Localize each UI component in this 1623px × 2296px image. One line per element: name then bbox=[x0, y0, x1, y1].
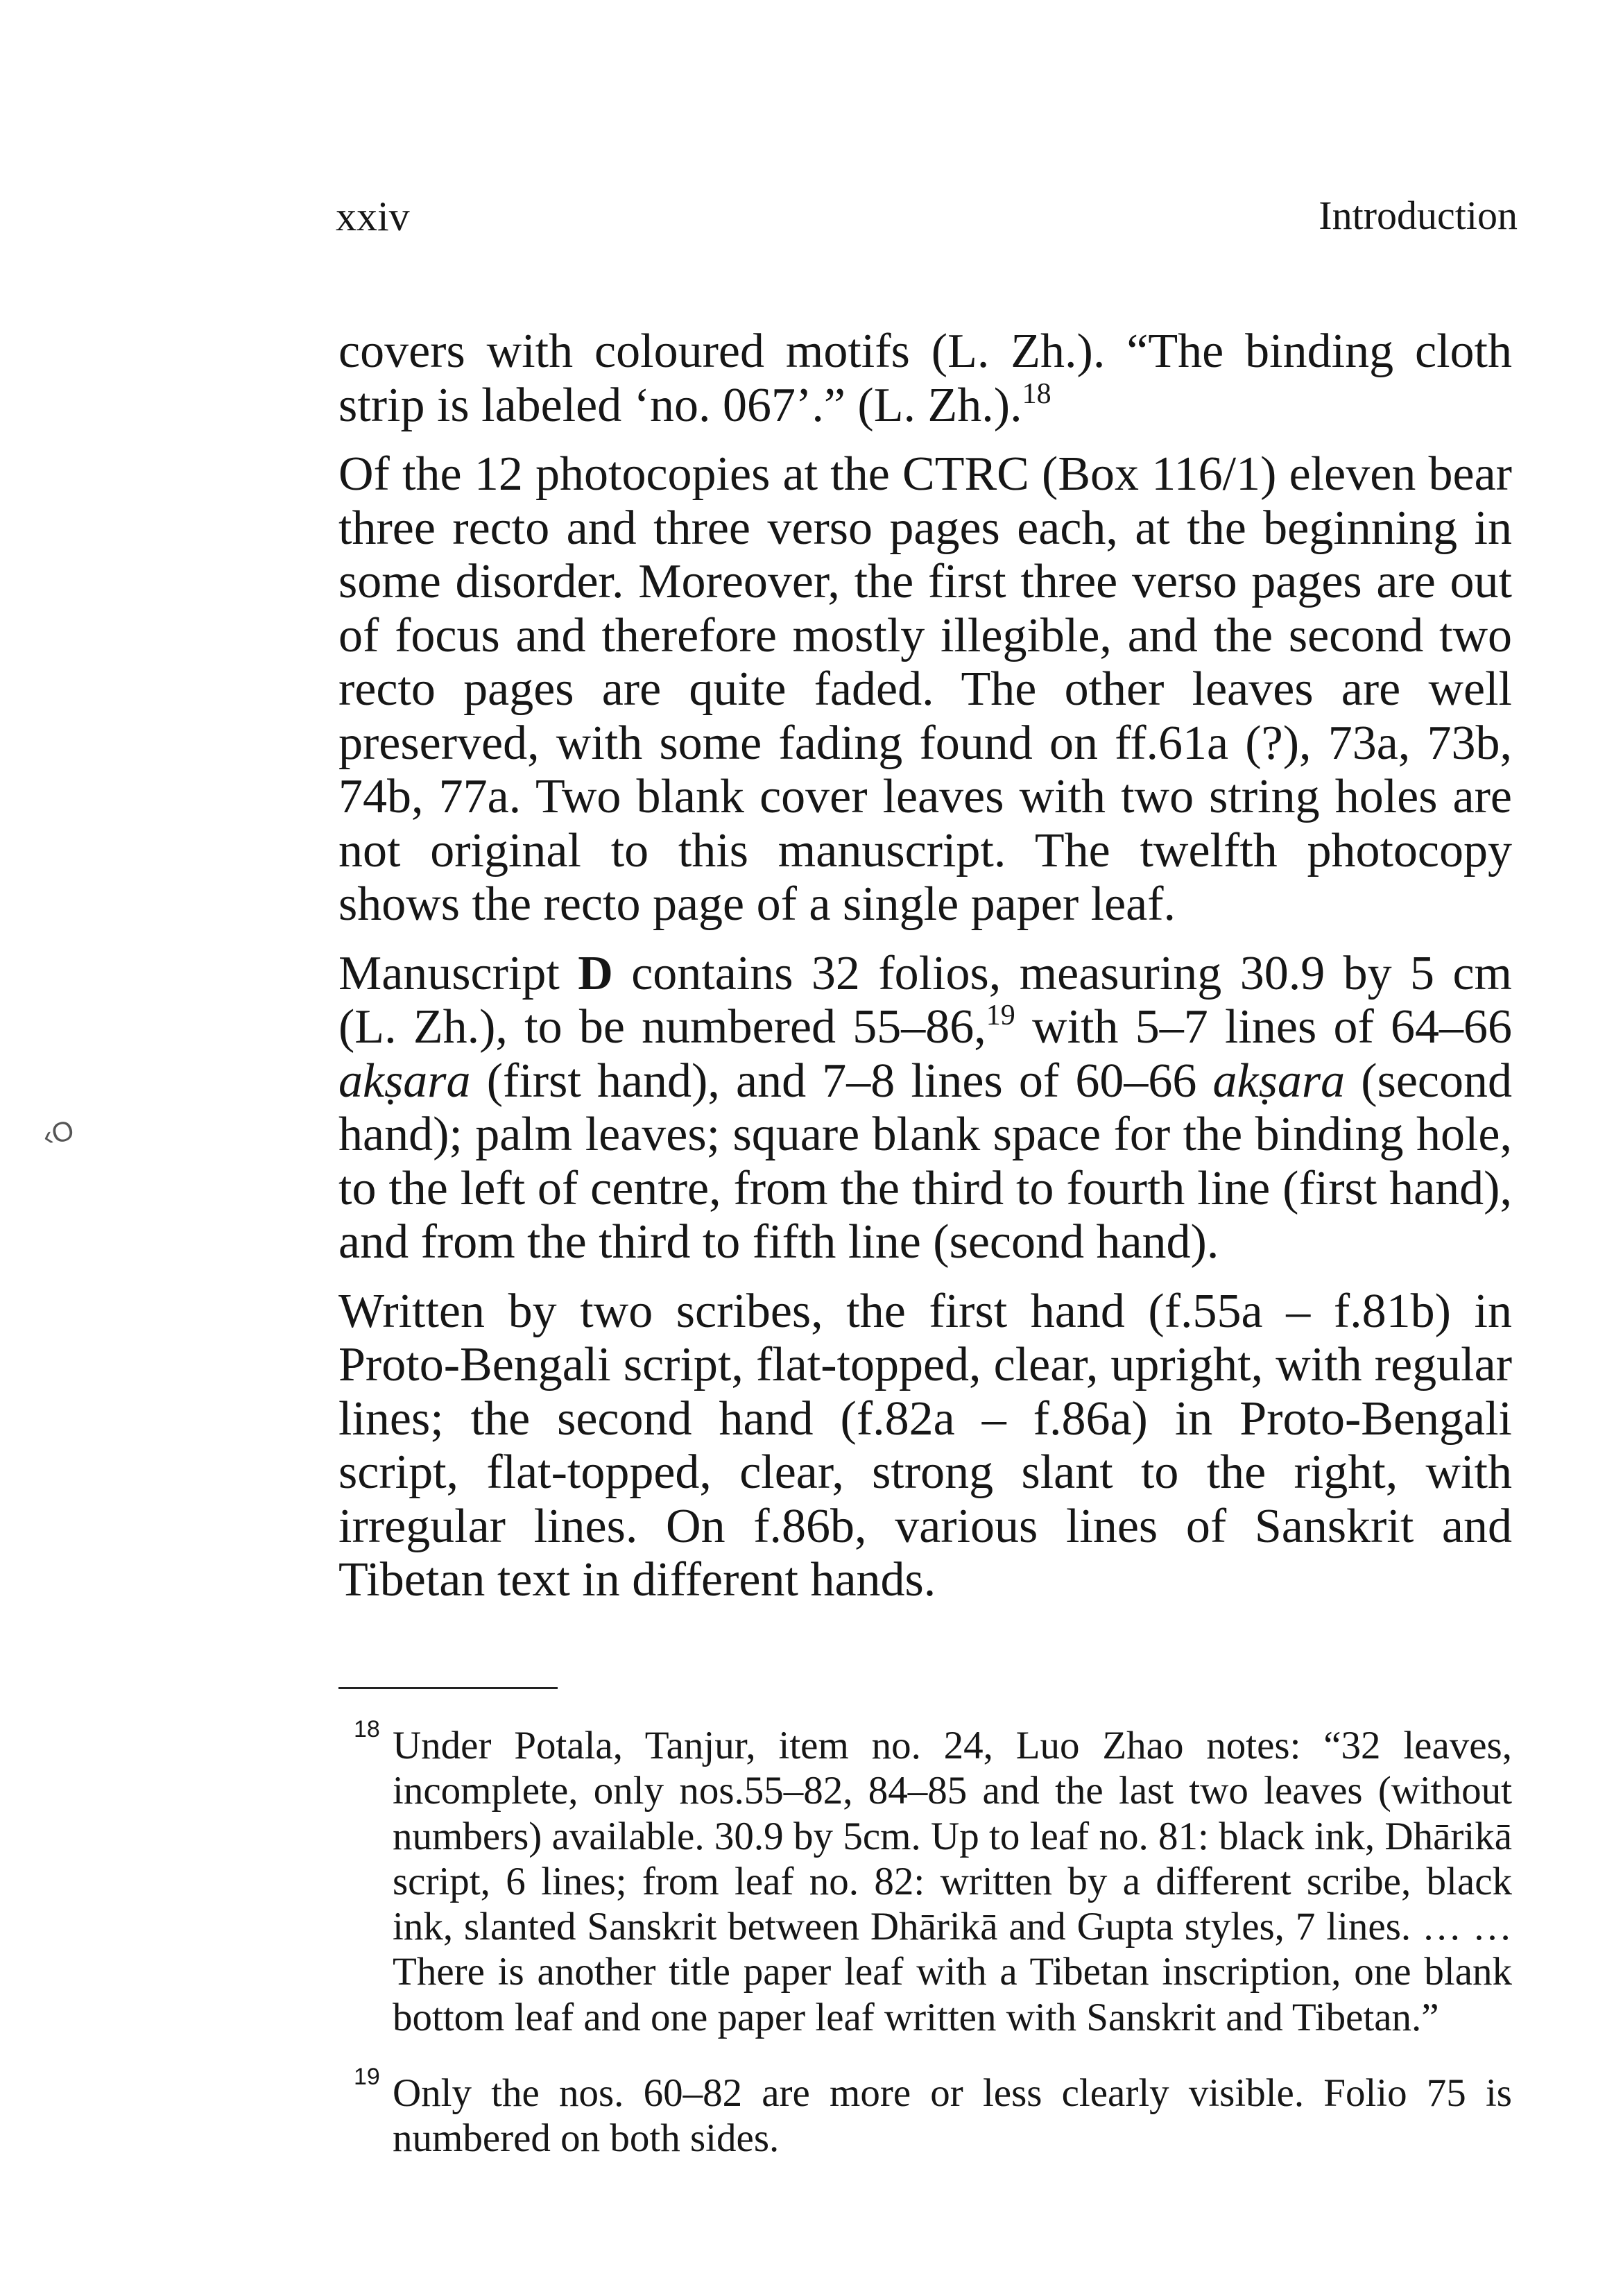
running-head: Introduction bbox=[1319, 193, 1518, 238]
paragraph-1 bbox=[338, 325, 1512, 432]
footnote-18 bbox=[338, 1716, 1512, 2040]
page-number: xxiv bbox=[336, 194, 410, 239]
footnote-19 bbox=[338, 2064, 1512, 2161]
body-text bbox=[338, 325, 1512, 1622]
footnote-divider bbox=[338, 1687, 558, 1689]
aksara-term: akṣara bbox=[1212, 1054, 1346, 1108]
paragraph-1-text: covers with coloured motifs (L. Zh.). “The binding cloth strip is labeled ‘no. 067’.” (L. Zh.). bbox=[338, 325, 1512, 432]
footnote-text: Only the nos. 60–82 are more or less clearly visible. Folio 75 is numbered on both sides. bbox=[393, 2071, 1512, 2161]
paragraph-3-text-c: with 5–7 lines of 64–66 bbox=[1015, 1000, 1512, 1054]
footnote-ref-18[interactable]: 18 bbox=[1022, 377, 1051, 410]
aksara-term: akṣara bbox=[338, 1054, 471, 1108]
margin-annotation: ‹O bbox=[39, 1115, 78, 1153]
footnote-number: 19 bbox=[354, 2064, 380, 2091]
footnote-number: 18 bbox=[354, 1716, 380, 1742]
footnote-text: Under Potala, Tanjur, item no. 24, Luo Zhao notes: “32 leaves, incomplete, only nos.55–82, 84–85 and the last two leaves (without numbers) available. 30.9 by 5cm. Up to leaf no. 81: black ink, Dhārikā script, 6 lines; from leaf no. 82: written by a different scribe, black ink, slanted Sanskrit between Dhārikā and Gupta styles, 7 lines. … … There is another title paper leaf with a Tibetan inscription, one blank bottom leaf and one paper leaf written with Sanskrit and Tibetan.” bbox=[393, 1724, 1512, 2039]
footnote-ref-19[interactable]: 19 bbox=[986, 999, 1015, 1031]
footnotes bbox=[338, 1716, 1512, 2192]
paragraph-4: Written by two scribes, the first hand (f.55a – f.81b) in Proto-Bengali script, flat-topped, clear, upright, with regular lines; the second hand (f.82a – f.86a) in Proto-Bengali script, flat-topped, clear, strong slant to the right, with irregular lines. On f.86b, various lines of Sanskrit and Tibetan text in different hands. bbox=[338, 1284, 1512, 1607]
paragraph-2: Of the 12 photocopies at the CTRC (Box 116/1) eleven bear three recto and three verso pages each, at the beginning in some disorder. Moreover, the first three verso pages are out of focus and therefore mostly illegible, and the second two recto pages are quite faded. The other leaves are well preserved, with some fading found on ff.61a (?), 73a, 73b, 74b, 77a. Two blank cover leaves with two string holes are not original to this manuscript. The twelfth photocopy shows the recto page of a single paper leaf. bbox=[338, 447, 1512, 931]
paragraph-3-lead: Manuscript bbox=[338, 946, 578, 1000]
manuscript-siglum: D bbox=[578, 946, 613, 1000]
paragraph-3 bbox=[338, 947, 1512, 1269]
paragraph-3-text-b: contains 32 folios, measuring 30.9 by 5 cm (L. Zh.), to be numbered 55–86, bbox=[338, 946, 1512, 1054]
paragraph-3-text-d: (first hand), and 7–8 lines of 60–66 bbox=[470, 1054, 1213, 1108]
paragraph-3-text-e: (second hand); palm leaves; square blank space for the binding hole, to the left of centre, from the third to fourth line (first hand), and from the third to fifth line (second hand). bbox=[338, 1054, 1512, 1269]
